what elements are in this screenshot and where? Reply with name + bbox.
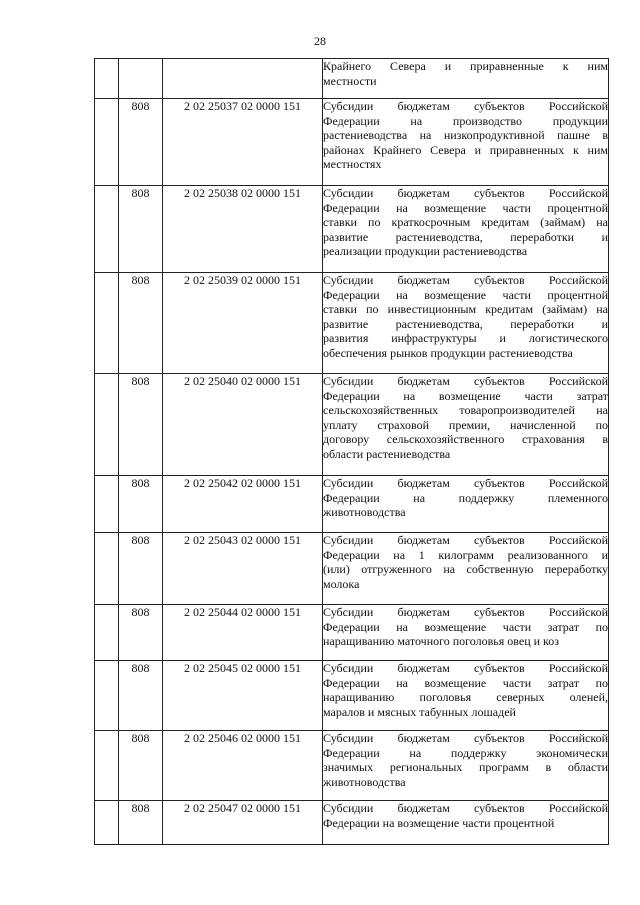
table-row — [95, 186, 609, 273]
description-line: обеспечения рынков продукции растениеводства — [323, 345, 573, 360]
administrator-code-cell: 808 — [119, 374, 163, 476]
revenue-code-cell: 2 02 25039 02 0000 151 — [163, 273, 323, 374]
description-line: Федерации на возмещение части затрат по — [323, 619, 608, 634]
description-line: сельскохозяйственных товаропроизводителей на — [323, 403, 608, 417]
description-line: Федерации на 1 килограмм реализованного и — [323, 547, 608, 562]
revenue-description-cell — [323, 59, 609, 99]
administrator-code-cell: 808 — [119, 661, 163, 731]
description-line: Федерации на производство продукции — [323, 113, 608, 128]
revenue-description-cell — [323, 731, 609, 801]
description-line: местностях — [323, 157, 382, 171]
row-blank-cell — [95, 731, 119, 801]
description-line: Субсидии бюджетам субъектов Российской — [323, 661, 608, 675]
description-line: местности — [323, 73, 377, 88]
description-line: значимых региональных программ в области — [323, 760, 608, 774]
row-blank-cell — [95, 99, 119, 186]
description-line: ставки по инвестиционным кредитам (займам) на — [323, 302, 608, 316]
administrator-code-cell: 808 — [119, 731, 163, 801]
administrator-code-cell: 808 — [119, 186, 163, 273]
table-row — [95, 533, 609, 605]
description-line: Федерации на поддержку экономически — [323, 745, 608, 760]
revenue-description-cell — [323, 661, 609, 731]
revenue-description-cell — [323, 605, 609, 661]
description-line: области растениеводства — [323, 446, 451, 461]
description-line: реализации продукции растениеводства — [323, 244, 528, 258]
row-blank-cell — [95, 533, 119, 605]
revenue-description-cell — [323, 273, 609, 374]
description-line: Федерации на возмещение части затрат — [323, 388, 608, 403]
administrator-code-cell — [119, 59, 163, 99]
revenue-code-cell: 2 02 25043 02 0000 151 — [163, 533, 323, 605]
revenue-description-cell — [323, 476, 609, 533]
description-line: Субсидии бюджетам субъектов Российской — [323, 533, 608, 547]
description-line: наращиванию поголовья северных оленей, — [323, 690, 608, 704]
description-line: наращиванию маточного поголовья овец и коз — [323, 634, 560, 648]
page-number: 28 — [314, 34, 326, 48]
table-row — [95, 476, 609, 533]
administrator-code-cell: 808 — [119, 273, 163, 374]
description-line: Субсидии бюджетам субъектов Российской — [323, 273, 608, 287]
revenue-description-cell — [323, 186, 609, 273]
table-row — [95, 801, 609, 845]
table-row — [95, 374, 609, 476]
revenue-code-cell: 2 02 25042 02 0000 151 — [163, 476, 323, 533]
table-row — [95, 661, 609, 731]
row-blank-cell — [95, 605, 119, 661]
row-blank-cell — [95, 273, 119, 374]
revenue-code-cell: 2 02 25047 02 0000 151 — [163, 801, 323, 845]
description-line: животноводства — [323, 774, 406, 789]
revenue-description-cell — [323, 374, 609, 476]
administrator-code-cell: 808 — [119, 533, 163, 605]
description-line: молока — [323, 576, 360, 591]
description-line: маралов и мясных табунных лошадей — [323, 704, 516, 719]
revenue-description-cell — [323, 99, 609, 186]
table-row — [95, 273, 609, 374]
table-row — [95, 605, 609, 661]
description-line: Крайнего Севера и приравненные к ним — [323, 59, 608, 73]
description-line: (или) отгруженного на собственную переработку — [323, 562, 608, 576]
row-blank-cell — [95, 374, 119, 476]
administrator-code-cell: 808 — [119, 99, 163, 186]
description-line: Субсидии бюджетам субъектов Российской — [323, 605, 608, 619]
description-line: животноводства — [323, 505, 406, 519]
description-line: Субсидии бюджетам субъектов Российской — [323, 731, 608, 745]
row-blank-cell — [95, 661, 119, 731]
description-line: ставки по краткосрочным кредитам (займам) на — [323, 215, 608, 229]
description-line: Федерации на возмещение части процентной — [323, 200, 608, 215]
row-blank-cell — [95, 186, 119, 273]
revenue-description-cell — [323, 801, 609, 845]
row-blank-cell — [95, 59, 119, 99]
description-line: Субсидии бюджетам субъектов Российской — [323, 374, 608, 388]
description-line: договору сельскохозяйственного страхования в — [323, 432, 608, 446]
description-line: развитие растениеводства, переработки и — [323, 316, 608, 331]
description-line: Субсидии бюджетам субъектов Российской — [323, 476, 608, 490]
revenue-code-cell: 2 02 25040 02 0000 151 — [163, 374, 323, 476]
description-line: Федерации на возмещение части затрат по — [323, 675, 608, 690]
budget-classification-table — [94, 58, 609, 845]
administrator-code-cell: 808 — [119, 476, 163, 533]
description-line: растениеводства на низкопродуктивной пашне в — [323, 128, 608, 142]
description-line: Федерации на возмещение части процентной — [323, 287, 608, 302]
administrator-code-cell: 808 — [119, 801, 163, 845]
row-blank-cell — [95, 801, 119, 845]
revenue-code-cell: 2 02 25046 02 0000 151 — [163, 731, 323, 801]
revenue-code-cell: 2 02 25037 02 0000 151 — [163, 99, 323, 186]
table-row — [95, 731, 609, 801]
description-line: развитие растениеводства, переработки и — [323, 229, 608, 244]
description-line: уплату страховой премии, начисленной по — [323, 417, 608, 432]
description-line: Субсидии бюджетам субъектов Российской — [323, 186, 608, 200]
table-row — [95, 99, 609, 186]
description-line: развития инфраструктуры и логистического — [323, 331, 608, 345]
row-blank-cell — [95, 476, 119, 533]
description-line: Субсидии бюджетам субъектов Российской — [323, 99, 608, 113]
revenue-code-cell: 2 02 25038 02 0000 151 — [163, 186, 323, 273]
revenue-code-cell: 2 02 25045 02 0000 151 — [163, 661, 323, 731]
revenue-code-cell: 2 02 25044 02 0000 151 — [163, 605, 323, 661]
description-line: Субсидии бюджетам субъектов Российской — [323, 801, 608, 815]
table-row — [95, 59, 609, 99]
description-line: Федерации на поддержку племенного — [323, 490, 608, 505]
administrator-code-cell: 808 — [119, 605, 163, 661]
revenue-code-cell — [163, 59, 323, 99]
description-line: районах Крайнего Севера и приравненных к ним — [323, 142, 608, 157]
revenue-description-cell — [323, 533, 609, 605]
description-line: Федерации на возмещение части процентной — [323, 815, 555, 830]
